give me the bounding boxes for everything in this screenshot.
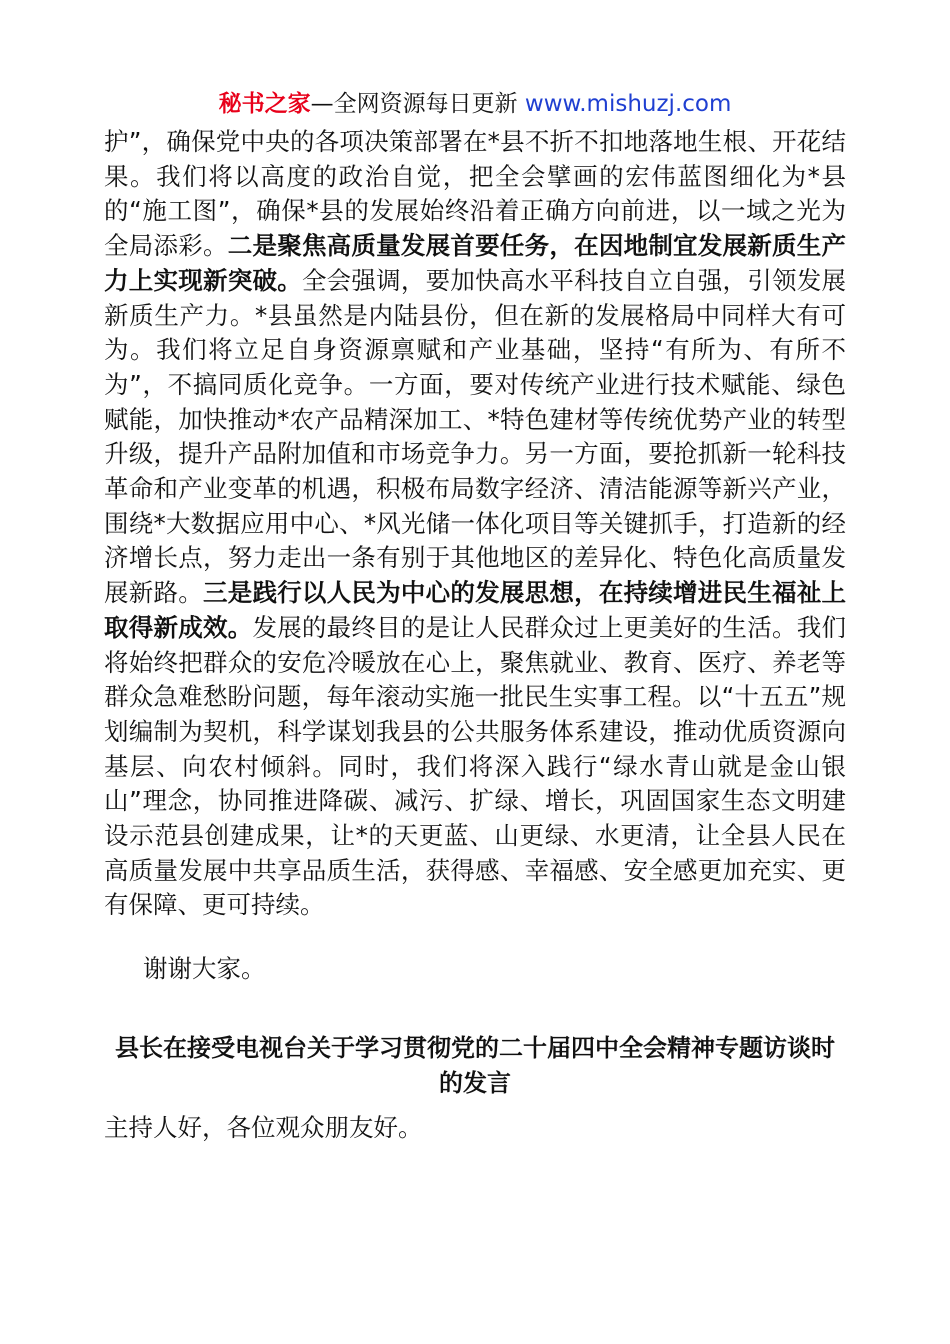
opening-greeting: 主持人好，各位观众朋友好。 [104,1113,423,1142]
site-name: 秘书之家 [218,91,311,117]
paragraph-text: 发展的最终目的是让人民群众过上更美好的生活。我们将始终把群众的安危冷暖放在心上，聚焦就业、教育、医疗、养老等群众急难愁盼问题，每年滚动实施一批民生实事工程。以“十五五”规划编制为契机，科学谋划我县的公共服务体系建设，推动优质资源向基层、向农村倾斜。同时，我们将深入践行“绿水青山就是金山银山”理念，协同推进降碳、减污、扩绿、增长，巩固国家生态文明建设示范县创建成果，让*的天更蓝、山更绿、水更清，让全县人民在高质量发展中共享品质生活，获得感、幸福感、安全感更加充实、更有保障、更可持续。 [104,612,847,920]
section-heading-bold: 三是践行以人民为中心的发展思想，在持续增进民生福祉上取得新成效。 [104,578,847,642]
site-url-link[interactable]: www.mishuzj.com [524,91,732,117]
paragraph-text: 护”，确保党中央的各项决策部署在*县不折不扣地落地生根、开花结果。我们将以高度的政治自觉，把全会擘画的宏伟蓝图细化为*县的“施工图”，确保*县的发展始终沿着正确方向前进，以一域之光为全局添彩。 [104,127,846,261]
body-paragraph [104,125,846,923]
page-header [0,86,950,122]
paragraph-text: 全会强调，要加快高水平科技自立自强，引领发展新质生产力。*县虽然是内陆县份，但在新的发展格局中同样大有可为。我们将立足自身资源禀赋和产业基础，坚持“有所为、有所不为”，不搞同质化竞争。一方面，要对传统产业进行技术赋能、绿色赋能，加快推动*农产品精深加工、*特色建材等传统优势产业的转型升级，提升产品附加值和市场竞争力。另一方面，要抢抓新一轮科技革命和产业变革的机遇，积极布局数字经济、清洁能源等新兴产业，围绕*大数据应用中心、*风光储一体化项目等关键抓手，打造新的经济增长点，努力走出一条有别于其他地区的差异化、特色化高质量发展新路。 [104,265,847,608]
header-tagline: —全网资源每日更新 [310,91,525,117]
article-title: 县长在接受电视台关于学习贯彻党的二十届四中全会精神专题访谈时的发言 [115,1034,835,1097]
closing-remark: 谢谢大家。 [143,954,266,983]
section-heading-bold: 二是聚焦高质量发展首要任务，在因地制宜发展新质生产力上实现新突破。 [104,231,847,295]
